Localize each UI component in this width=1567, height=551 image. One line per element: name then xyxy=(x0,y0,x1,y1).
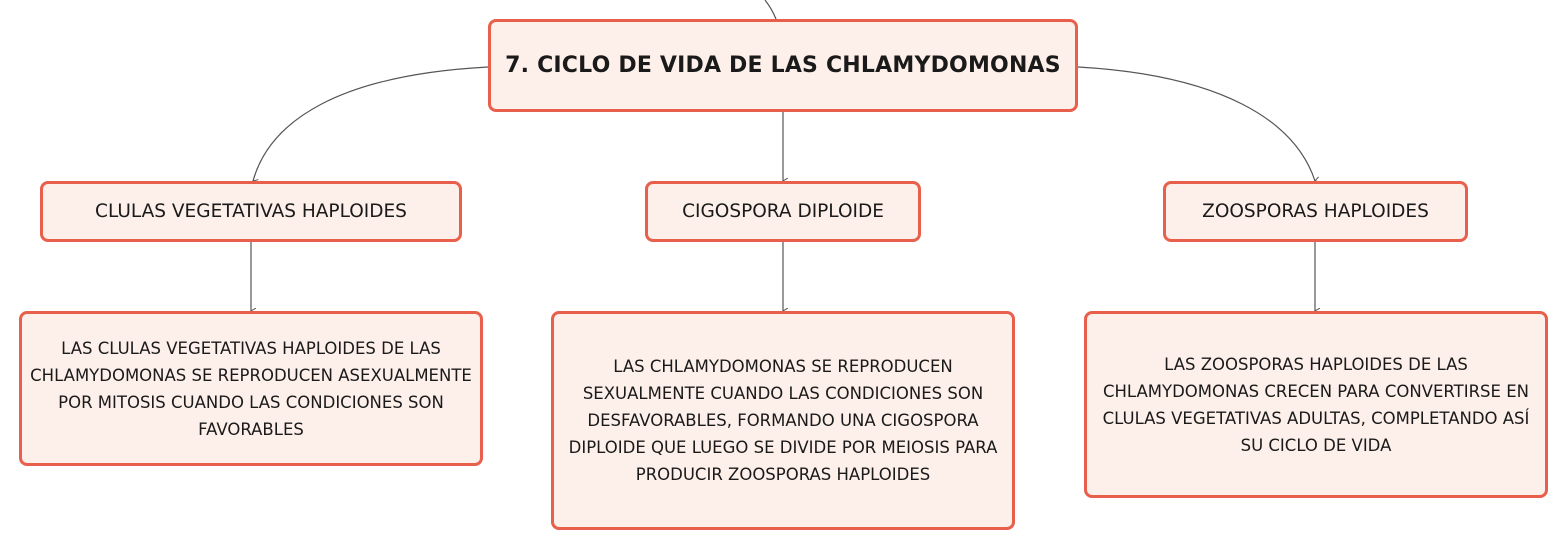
connector-root-to-zoosporas xyxy=(1078,67,1315,181)
root-node-label: 7. CICLO DE VIDA DE LAS CHLAMYDOMONAS xyxy=(505,53,1061,78)
root-node[interactable] xyxy=(488,19,1078,112)
leaf-node-text: LAS ZOOSPORAS HAPLOIDES DE LAS CHLAMYDOMONAS CRECEN PARA CONVERTIRSE EN CLULAS VEGETATIVAS ADULTAS, COMPLETANDO ASÍ SU CICLO DE VIDA xyxy=(1102,354,1530,455)
connector-root-to-celulas xyxy=(253,67,488,181)
leaf-node-celulas-description[interactable] xyxy=(19,311,483,466)
connector-parent-to-root xyxy=(765,0,776,19)
leaf-node-cigospora-description[interactable] xyxy=(551,311,1015,530)
branch-node-cigospora-diploide[interactable] xyxy=(645,181,921,242)
leaf-node-text: LAS CLULAS VEGETATIVAS HAPLOIDES DE LAS CHLAMYDOMONAS SE REPRODUCEN ASEXUALMENTE POR MITOSIS CUANDO LAS CONDICIONES SON FAVORABLES xyxy=(30,338,472,439)
branch-node-zoosporas-haploides[interactable] xyxy=(1163,181,1468,242)
leaf-node-text: LAS CHLAMYDOMONAS SE REPRODUCEN SEXUALMENTE CUANDO LAS CONDICIONES SON DESFAVORABLES, FORMANDO UNA CIGOSPORA DIPLOIDE QUE LUEGO SE DIVIDE POR MEIOSIS PARA PRODUCIR ZOOSPORAS HAPLOIDES xyxy=(568,357,998,484)
branch-node-label: CIGOSPORA DIPLOIDE xyxy=(682,201,884,222)
branch-node-celulas-vegetativas[interactable] xyxy=(40,181,462,242)
branch-node-label: ZOOSPORAS HAPLOIDES xyxy=(1202,201,1429,222)
branch-node-label: CLULAS VEGETATIVAS HAPLOIDES xyxy=(95,201,407,222)
leaf-node-zoosporas-description[interactable] xyxy=(1084,311,1548,498)
